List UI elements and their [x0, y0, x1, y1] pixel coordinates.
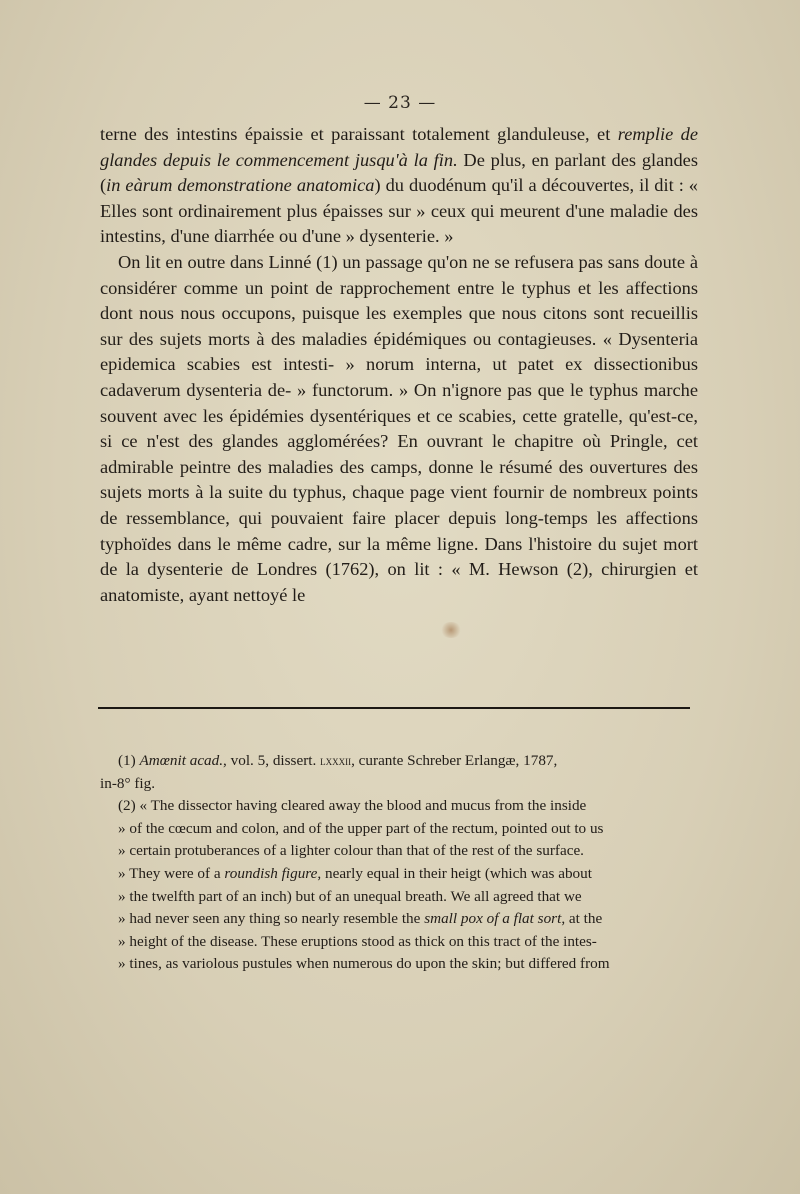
paper-stain: [440, 622, 462, 638]
page-number: — 23 —: [363, 93, 437, 113]
footnote-2-line-4-a: » They were of a: [118, 864, 225, 882]
footnote-2-line-4-italic: roundish figure: [224, 864, 318, 882]
footnote-2-line-3: » certain protuberances of a lighter colour than that of the rest of the surface.: [118, 842, 584, 860]
footnote-separator-rule: [98, 707, 690, 709]
paragraph-1-text-b: De plus, en parlant des glandes (: [100, 149, 698, 196]
footnote-1-marker: (1): [118, 752, 136, 769]
main-text: [100, 122, 698, 608]
footnote-2-line-6-b: , at the: [561, 910, 603, 928]
footnote-2-line-7: » height of the disease. These eruptions stood as thick on this tract of the intes-: [118, 932, 597, 950]
paragraph-2-text: On lit en outre dans Linné (1) un passage qu'on ne se refusera pas sans doute à considérer comme un point de rapprochement entre le typhus et les affections dont nous nous occupons, puisque les exemples que nous citons sont recueillis sur des sujets morts à des maladies épidémiques ou contagieuses. « Dysenteria epidemica scabies est intesti- » norum interna, ut patet ex dissectionibus cadaverum dysenteria de- » functorum. » On n'ignore pas que le typhus marche souvent avec les épidémies dysentériques et ce scabies, cette gratelle, qu'est-ce, si ce n'est des glandes agglomérées? En ouvrant le chapitre où Pringle, cet admirable peintre des maladies des camps, donne le résumé des ouvertures des sujets morts à la suite du typhus, chaque page vient fournir de nombreux points de ressemblance, qui pouvaient faire placer depuis long-temps les affections typhoïdes dans le même cadre, sur la même ligne. Dans l'histoire du sujet mort de la dysenterie de Londres (1762), on lit : « M. Hewson (2), chirurgien et anatomiste, ayant nettoyé le: [100, 251, 698, 605]
footnotes: [100, 750, 692, 976]
footnote-2-line-6: [100, 908, 692, 931]
footnote-2-line-2: » of the cœcum and colon, and of the upper part of the rectum, pointed out to us: [118, 819, 604, 837]
footnote-2: [100, 795, 692, 976]
paragraph-1: [100, 122, 698, 250]
footnote-1-title: Amœnit acad.: [139, 752, 224, 769]
footnote-2-line-1: (2) « The dissector having cleared away the blood and mucus from the inside: [118, 797, 587, 815]
footnote-2-line-6-italic: small pox of a flat sort: [424, 910, 562, 928]
footnote-2-line-6-a: » had never seen any thing so nearly resemble the: [118, 910, 425, 928]
footnote-2-line-8: » tines, as variolous pustules when numerous do upon the skin; but differed from: [118, 955, 610, 973]
paragraph-2: [100, 250, 698, 608]
footnote-1-text-a: , vol. 5, dissert.: [223, 752, 321, 769]
footnote-1-text-b: , curante Schreber Erlangæ, 1787,: [351, 752, 558, 769]
paragraph-1-italic-a: remplie de glandes depuis le commencement jusqu'à la fin.: [100, 124, 699, 170]
footnote-2-line-4: [100, 863, 692, 886]
paragraph-1-text-c: ) du duodénum qu'il a découvertes, il dit : « Elles sont ordinairement plus épaisses sur » ceux qui meurent d'une maladie des intestins, d'une diarrhée ou d'une » dysenterie. »: [100, 175, 698, 247]
footnote-1-line-2: in-8° fig.: [100, 774, 156, 792]
footnote-1-roman: lxxxii: [320, 753, 352, 768]
paragraph-1-text-a: terne des intestins épaissie et paraissant totalement glanduleuse, et: [100, 124, 618, 144]
footnote-1: [100, 750, 692, 795]
footnote-2-line-4-b: , nearly equal in their heigt (which was about: [317, 864, 592, 882]
footnote-2-line-5: » the twelfth part of an inch) but of an unequal breath. We all agreed that we: [118, 887, 582, 905]
paragraph-1-italic-b: in eàrum demonstratione anatomica: [106, 175, 375, 196]
